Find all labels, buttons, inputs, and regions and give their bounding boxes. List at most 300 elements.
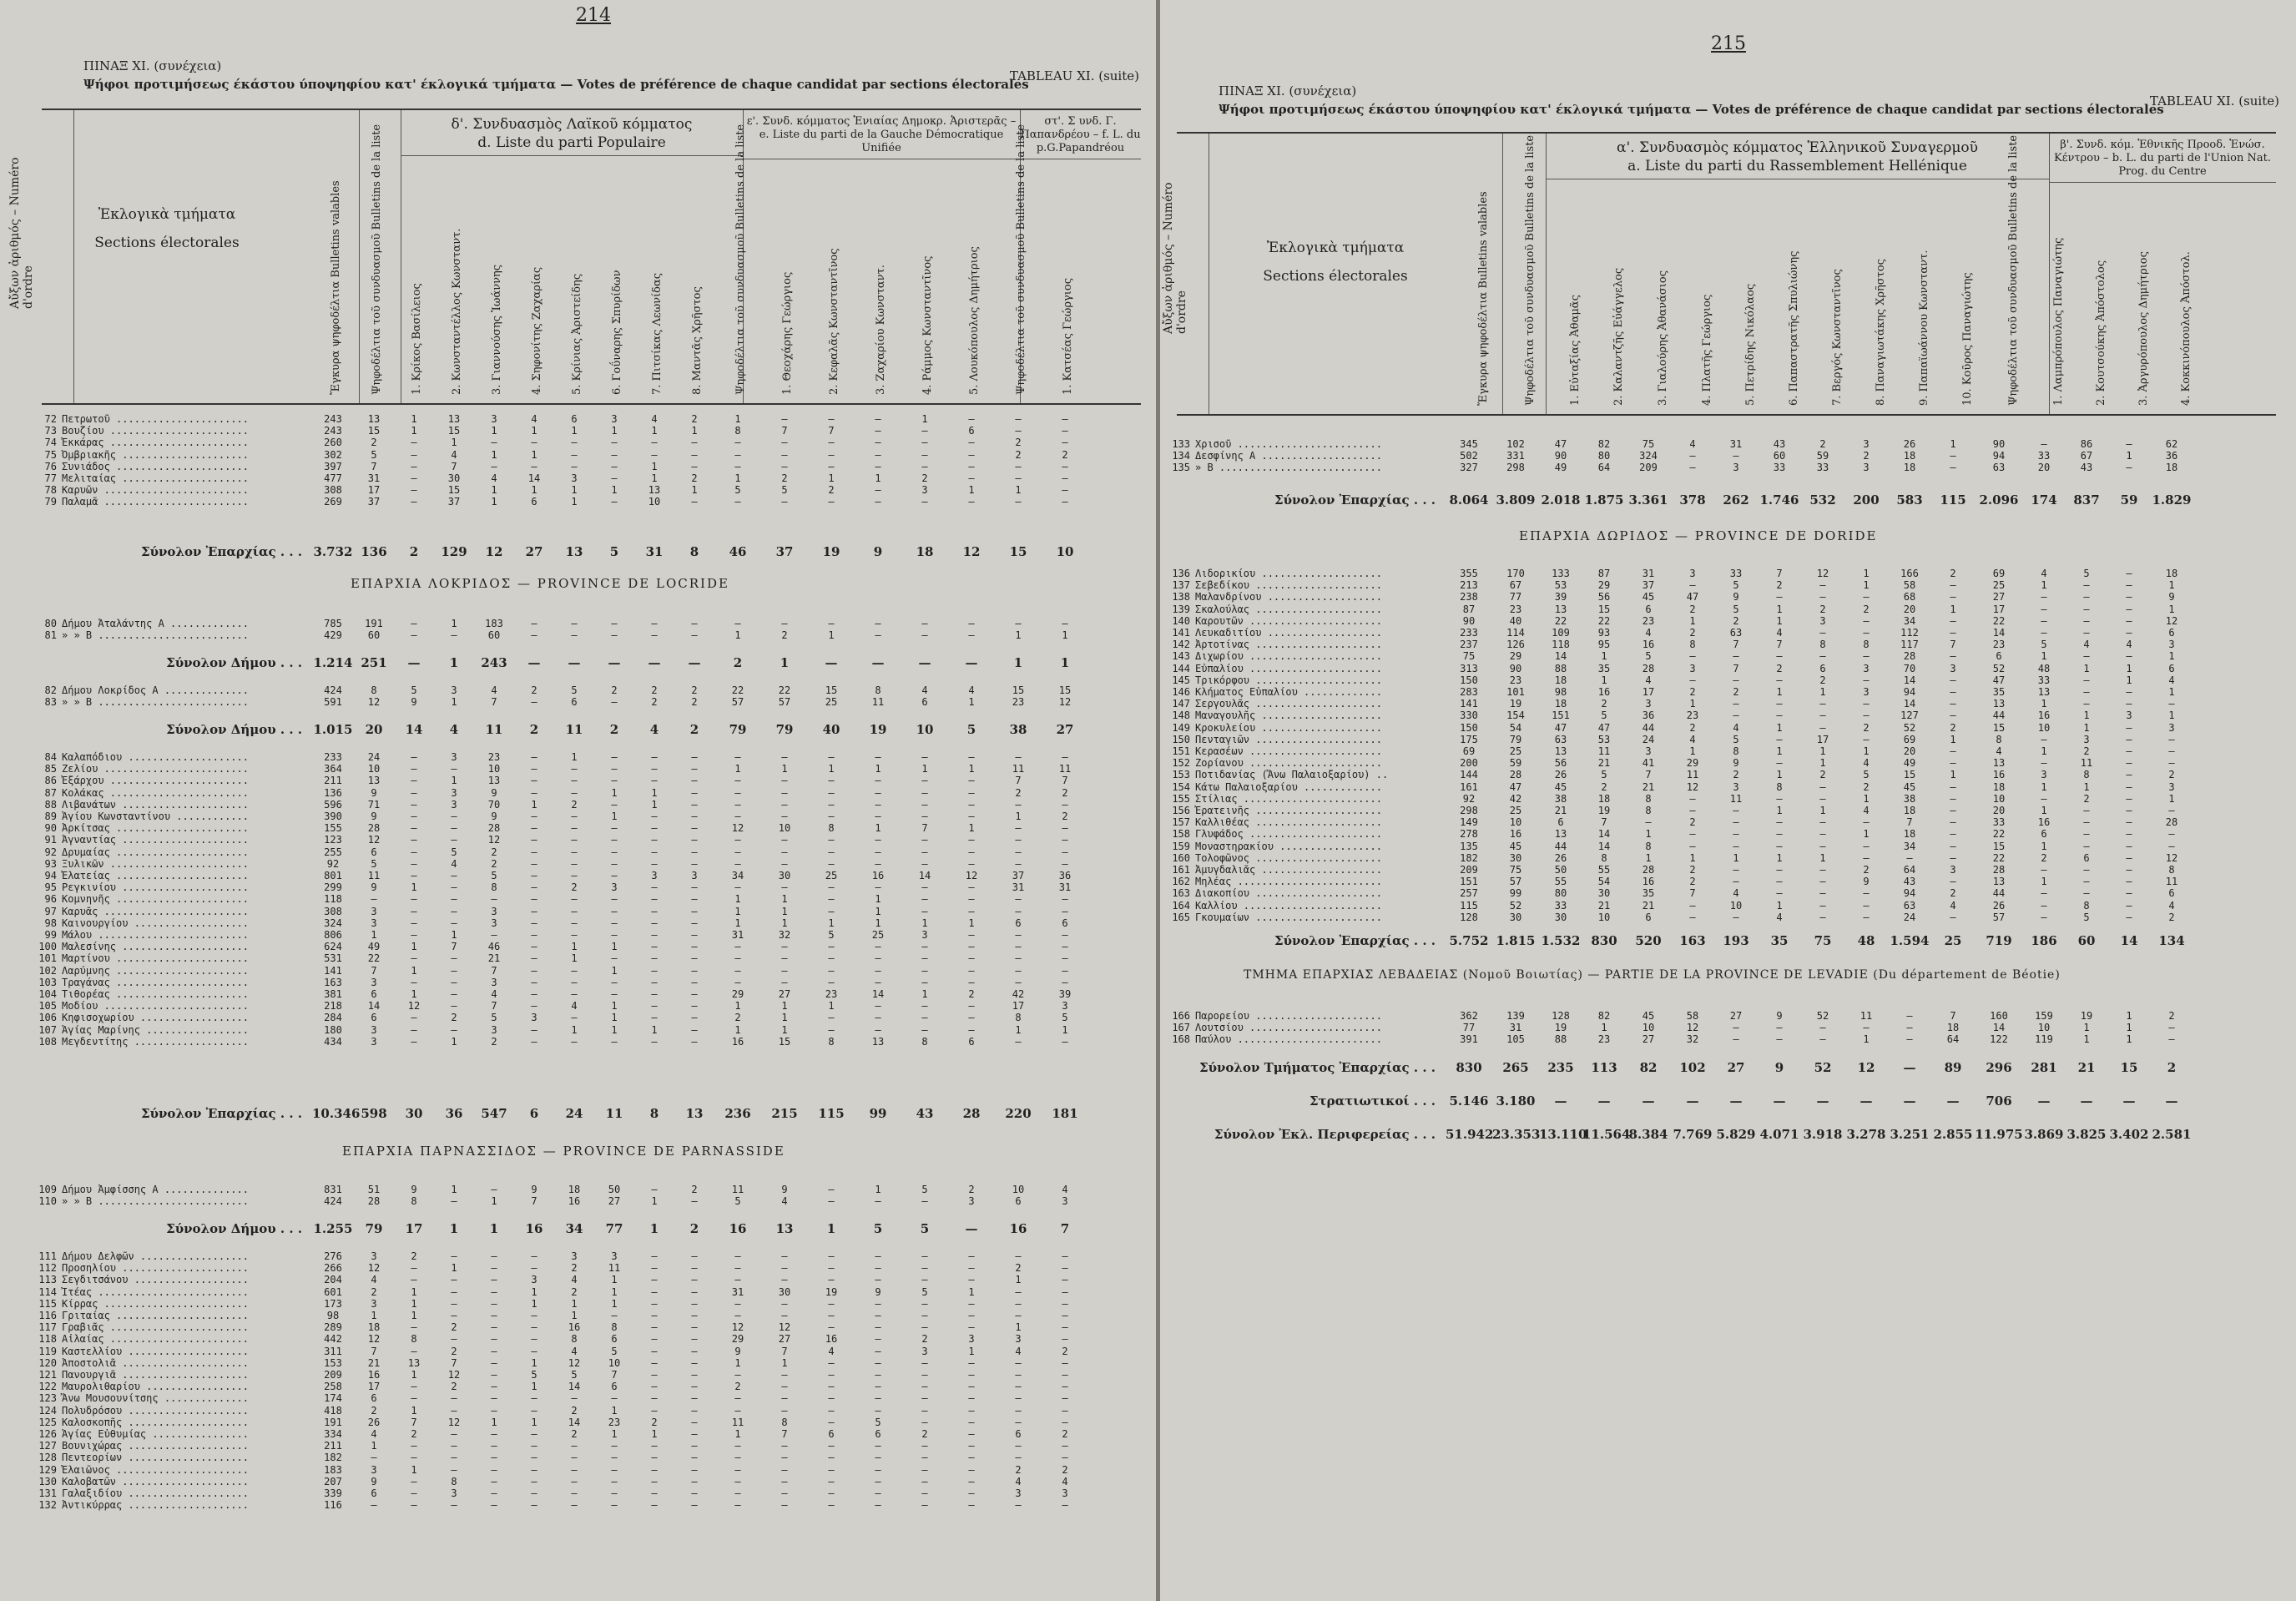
total-label: Σύνολον Ἐπαρχίας . . . <box>1274 933 1436 948</box>
section-name: Γραβιᾶς ....................... <box>62 1321 249 1334</box>
table-cell: — <box>411 1499 417 1512</box>
table-cell: 1 <box>651 1023 658 1036</box>
column-header: 6. Γοΰναρης Σπυρίδων <box>611 270 623 395</box>
table-cell: 23 <box>608 1416 621 1428</box>
table-cell: 5 <box>411 684 417 696</box>
section-name: Κερασέων ...................... <box>1195 745 1382 758</box>
table-cell: 9 <box>1733 591 1739 604</box>
table-cell: 6 <box>1645 911 1652 923</box>
row-number: 133 <box>1172 438 1190 450</box>
table-cell: 33 <box>1773 462 1786 474</box>
table-cell: 5 <box>491 1012 497 1024</box>
table-cell: 1 <box>1776 686 1783 699</box>
table-cell: 5 <box>1601 769 1607 781</box>
total-cell: 186 <box>2031 933 2057 948</box>
table-cell: 80 <box>1597 450 1611 462</box>
table-cell: 442 <box>324 1333 342 1346</box>
table-row <box>33 1262 1088 1274</box>
column-header: 4. Πλατῆς Γεώργιος <box>1701 294 1713 406</box>
table-cell: — <box>531 1321 537 1334</box>
table-cell: — <box>1015 413 1022 425</box>
column-header: Ἔγκυρα ψηφοδέλτια Bulletins valables <box>1477 191 1490 406</box>
group-header-populaire: δ'. Συνδυασμὸς Λαϊκοῦ κόμματος d. Liste du parti Populaire <box>401 115 743 156</box>
table-cell: — <box>1062 929 1068 942</box>
section-name: Ἐκκάρας ....................... <box>62 437 249 449</box>
total-cell: 35 <box>1770 933 1789 948</box>
table-cell: 1 <box>531 425 537 437</box>
table-cell: 1 <box>411 988 417 1001</box>
total-cell: 1 <box>649 1221 659 1236</box>
table-cell: 1 <box>611 425 618 437</box>
table-cell: — <box>411 1035 417 1048</box>
table-cell: — <box>651 1035 658 1048</box>
table-cell: 1 <box>875 472 881 485</box>
total-cell: — <box>965 1221 978 1236</box>
table-cell: — <box>691 1195 698 1208</box>
table-cell: 53 <box>1554 579 1567 592</box>
total-cell: 30 <box>405 1106 423 1121</box>
table-cell: — <box>1733 1022 1739 1034</box>
total-cell: — <box>648 655 661 670</box>
table-cell: — <box>1733 1033 1739 1046</box>
table-cell: — <box>611 1499 618 1512</box>
table-cell: — <box>651 1345 658 1357</box>
table-row <box>1167 912 2193 923</box>
table-cell: — <box>1062 941 1068 953</box>
table-cell: — <box>734 1463 741 1476</box>
table-cell: 6 <box>2041 828 2047 841</box>
table-cell: — <box>1950 462 1956 474</box>
table-cell: 7 <box>781 1345 788 1357</box>
table-cell: — <box>411 460 417 472</box>
table-cell: 3 <box>921 484 928 497</box>
table-cell: 14 <box>1597 840 1611 852</box>
table-cell: — <box>921 1274 928 1286</box>
table-cell: 11 <box>1012 763 1025 775</box>
table-cell: — <box>691 763 698 775</box>
table-cell: — <box>491 1345 497 1357</box>
table-cell: 1 <box>491 425 497 437</box>
table-cell: — <box>828 786 835 799</box>
section-name: Εὐπαλίου ...................... <box>1195 662 1382 674</box>
header-title: ΠΙΝΑΞ XI. (συνέχεια) <box>1219 83 1357 98</box>
table-cell: 13 <box>648 484 661 497</box>
table-cell: 11 <box>1729 792 1743 805</box>
table-cell: 28 <box>367 1195 381 1208</box>
table-cell: 1 <box>1015 484 1022 497</box>
row-number: 128 <box>38 1452 57 1464</box>
table-cell: 2 <box>491 857 497 870</box>
section-name: Ἐλαιῶνος ...................... <box>62 1463 249 1476</box>
table-cell: 23 <box>487 751 501 763</box>
table-cell: 1 <box>2168 686 2175 699</box>
table-cell: 67 <box>1509 579 1522 592</box>
total-cell: 27 <box>1727 1060 1745 1075</box>
total-cell: 23.353 <box>1492 1127 1541 1142</box>
total-cell: 1 <box>1060 655 1070 670</box>
table-row <box>1167 615 2193 627</box>
table-cell: 5 <box>1733 733 1739 745</box>
table-cell: — <box>1863 710 1870 722</box>
table-row <box>33 917 1088 929</box>
total-cell: 1 <box>449 655 459 670</box>
table-cell: 16 <box>568 1195 581 1208</box>
table-cell: 1 <box>1950 733 1956 745</box>
table-cell: — <box>2126 721 2132 734</box>
table-cell: 7 <box>1950 639 1956 651</box>
table-cell: 105 <box>1506 1033 1525 1046</box>
table-cell: — <box>734 775 741 787</box>
table-cell: 364 <box>324 763 342 775</box>
table-cell: 16 <box>871 870 885 882</box>
table-cell: — <box>651 763 658 775</box>
table-cell: — <box>734 786 741 799</box>
table-cell: 1 <box>611 1023 618 1036</box>
table-cell: 1 <box>734 413 741 425</box>
table-cell: 308 <box>324 484 342 497</box>
table-cell: 1 <box>451 618 457 629</box>
table-cell: 1 <box>1863 792 1870 805</box>
table-cell: 2 <box>1863 864 1870 876</box>
table-row <box>33 906 1088 917</box>
table-cell: — <box>2041 864 2047 876</box>
table-cell: — <box>1950 851 1956 864</box>
table-cell: 2 <box>1733 614 1739 627</box>
table-row <box>33 763 1088 775</box>
table-cell: — <box>691 1369 698 1381</box>
table-cell: — <box>734 496 741 508</box>
table-cell: — <box>691 1310 698 1322</box>
table-cell: — <box>451 1404 457 1417</box>
table-cell: — <box>734 751 741 763</box>
table-cell: — <box>2083 674 2090 686</box>
table-cell: 23 <box>1509 674 1522 686</box>
table-cell: 4 <box>371 1274 377 1286</box>
table-cell: — <box>1062 857 1068 870</box>
table-cell: 9 <box>371 881 377 894</box>
table-cell: 10 <box>1642 1022 1655 1034</box>
total-label: Σύνολον Ἐπαρχίας . . . <box>141 1106 302 1121</box>
table-cell: — <box>531 1475 537 1487</box>
total-cell: 3.180 <box>1496 1093 1536 1109</box>
table-cell: — <box>2041 627 2047 639</box>
table-cell: 2 <box>734 1012 741 1024</box>
table-row <box>33 618 1088 629</box>
table-cell: 434 <box>324 1035 342 1048</box>
table-cell: 8 <box>1015 1012 1022 1024</box>
table-cell: 170 <box>1506 568 1525 579</box>
table-cell: — <box>828 1404 835 1417</box>
table-cell: — <box>1062 952 1068 965</box>
table-cell: — <box>451 1000 457 1013</box>
section-name: Δήμου Ἀμφίσσης Α .............. <box>62 1184 249 1195</box>
total-label: Σύνολον Ἐπαρχίας . . . <box>1274 492 1436 508</box>
table-cell: — <box>968 1369 975 1381</box>
table-cell: — <box>651 952 658 965</box>
table-cell: — <box>651 629 658 642</box>
table-cell: 209 <box>324 1369 342 1381</box>
table-cell: 12 <box>1816 568 1829 579</box>
table-cell: — <box>781 460 788 472</box>
section-name: Ἐλατείας ...................... <box>62 870 249 882</box>
table-cell: — <box>781 834 788 846</box>
table-cell: 1 <box>691 484 698 497</box>
table-cell: — <box>451 629 457 642</box>
table-cell: 3 <box>571 472 578 485</box>
table-cell: 4 <box>828 1345 835 1357</box>
table-cell: 6 <box>371 1487 377 1500</box>
table-cell: 37 <box>367 496 381 508</box>
table-cell: 1 <box>451 1262 457 1275</box>
table-cell: — <box>968 1297 975 1310</box>
table-cell: — <box>781 1297 788 1310</box>
table-cell: 101 <box>1506 686 1525 699</box>
table-cell: — <box>828 1250 835 1262</box>
table-cell: — <box>691 1345 698 1357</box>
table-cell: 77 <box>1462 1022 1476 1034</box>
table-cell: 182 <box>324 1452 342 1464</box>
table-cell: — <box>1863 674 1870 686</box>
table-cell: 1 <box>651 425 658 437</box>
table-cell: 1 <box>875 763 881 775</box>
total-cell: 4 <box>649 722 659 737</box>
table-cell: — <box>968 751 975 763</box>
table-row <box>33 977 1088 988</box>
table-cell: 151 <box>1552 710 1570 722</box>
total-cell: 830 <box>1591 933 1617 948</box>
table-row <box>1167 462 2193 473</box>
table-cell: — <box>651 893 658 906</box>
table-cell: 28 <box>1903 650 1916 663</box>
table-row <box>1167 769 2193 780</box>
table-cell: — <box>875 798 881 811</box>
table-cell: — <box>875 1499 881 1512</box>
table-cell: 331 <box>1506 450 1525 462</box>
table-cell: 116 <box>324 1499 342 1512</box>
table-cell: — <box>1689 792 1696 805</box>
table-cell: — <box>875 1475 881 1487</box>
table-row <box>1167 698 2193 710</box>
table-cell: — <box>828 448 835 461</box>
section-name: Μάλου ......................... <box>62 929 249 942</box>
table-cell: 1 <box>1015 1274 1022 1286</box>
table-cell: 25 <box>825 870 838 882</box>
total-cell: 220 <box>1005 1106 1032 1121</box>
table-cell: — <box>1819 899 1826 912</box>
table-cell: — <box>1015 1285 1022 1298</box>
table-cell: 52 <box>1816 1010 1829 1022</box>
table-cell: 25 <box>871 929 885 942</box>
table-cell: 7 <box>781 425 788 437</box>
table-row <box>33 1012 1088 1023</box>
table-cell: 10 <box>2037 721 2051 734</box>
table-cell: 7 <box>1601 816 1607 829</box>
table-cell: 1 <box>2126 674 2132 686</box>
table-cell: — <box>921 629 928 642</box>
table-cell: 1 <box>921 917 928 929</box>
table-cell: 17 <box>1642 686 1655 699</box>
table-cell: — <box>531 834 537 846</box>
table-cell: — <box>968 811 975 823</box>
total-cell: 18 <box>916 544 934 559</box>
table-cell: — <box>571 763 578 775</box>
total-cell: 4.071 <box>1759 1127 1799 1142</box>
table-cell: — <box>411 798 417 811</box>
table-cell: — <box>651 1297 658 1310</box>
table-cell: — <box>531 763 537 775</box>
table-cell: 2 <box>651 1416 658 1428</box>
table-cell: 13 <box>367 775 381 787</box>
table-cell: 1 <box>968 917 975 929</box>
column-header: 2. Κωνσταντέλλος Κωνσταντ. <box>451 228 463 395</box>
table-cell: — <box>1950 911 1956 923</box>
table-cell: — <box>921 1023 928 1036</box>
table-cell: 45 <box>1554 780 1567 793</box>
table-cell: — <box>734 857 741 870</box>
table-cell: — <box>451 1023 457 1036</box>
table-cell: 7 <box>1645 769 1652 781</box>
table-row <box>1167 663 2193 674</box>
table-cell: 18 <box>2165 568 2178 579</box>
total-cell: 830 <box>1456 1060 1482 1075</box>
row-number: 159 <box>1172 840 1190 852</box>
table-cell: — <box>828 460 835 472</box>
table-cell: — <box>1015 893 1022 906</box>
table-cell: — <box>921 834 928 846</box>
military-total-row <box>1167 1093 2193 1109</box>
table-cell: 806 <box>324 929 342 942</box>
table-cell: — <box>921 448 928 461</box>
table-cell: — <box>968 472 975 485</box>
table-cell: 2 <box>1863 721 1870 734</box>
table-cell: — <box>1950 745 1956 758</box>
table-cell: — <box>1062 1392 1068 1405</box>
table-cell: — <box>411 846 417 858</box>
total-label: Στρατιωτικοί . . . <box>1309 1093 1436 1109</box>
total-cell: 1 <box>449 1221 459 1236</box>
table-cell: 18 <box>1992 780 2006 793</box>
table-cell: 18 <box>1903 450 1916 462</box>
table-cell: 27 <box>1992 591 2006 604</box>
table-cell: — <box>1950 828 1956 841</box>
table-cell: — <box>691 1262 698 1275</box>
table-cell: — <box>781 976 788 988</box>
table-cell: — <box>1819 887 1826 900</box>
table-cell: 211 <box>324 775 342 787</box>
table-cell: 1 <box>1776 745 1783 758</box>
table-cell: — <box>1950 627 1956 639</box>
table-cell: 255 <box>324 846 342 858</box>
table-row <box>1167 876 2193 887</box>
table-cell: 75 <box>1462 650 1476 663</box>
table-cell: — <box>1776 757 1783 770</box>
table-cell: — <box>1062 618 1068 629</box>
section-name: Λουτσίου ...................... <box>1195 1022 1382 1034</box>
column-header: Ψηφοδέλτια τοῦ συνδυασμοῦ Bulletins de la liste <box>2007 134 2020 406</box>
table-cell: 99 <box>1509 887 1522 900</box>
table-cell: — <box>451 1392 457 1405</box>
table-cell: 90 <box>1992 438 2006 450</box>
table-row <box>33 1369 1088 1381</box>
table-cell: 4 <box>1863 757 1870 770</box>
table-cell: 23 <box>1509 603 1522 615</box>
total-cell: 24 <box>565 1106 583 1121</box>
table-cell: 2 <box>571 1285 578 1298</box>
table-cell: 5 <box>734 484 741 497</box>
total-cell: 200 <box>1853 492 1880 508</box>
table-cell: 118 <box>324 893 342 906</box>
total-cell: 5 <box>966 722 976 737</box>
table-cell: — <box>571 870 578 882</box>
table-cell: 19 <box>1554 1022 1567 1034</box>
table-cell: — <box>921 1475 928 1487</box>
table-cell: — <box>611 976 618 988</box>
table-cell: — <box>2126 851 2132 864</box>
total-cell: 14 <box>405 722 423 737</box>
table-cell: — <box>1950 686 1956 699</box>
section-name: Ἀρκίτσας ...................... <box>62 822 249 835</box>
section-name: Ζορίανου ...................... <box>1195 757 1382 770</box>
table-cell: 10 <box>778 822 791 835</box>
table-cell: 12 <box>447 1369 461 1381</box>
table-cell: — <box>411 917 417 929</box>
column-header: 4. Κοκκινόπουλος Ἀπόστολ. <box>2180 251 2193 406</box>
section-name: Στίλιας ....................... <box>1195 792 1382 805</box>
table-cell: 1 <box>1819 745 1826 758</box>
table-cell: — <box>968 1428 975 1441</box>
table-cell: — <box>781 1487 788 1500</box>
table-cell: — <box>1950 805 1956 817</box>
table-cell: 9 <box>411 696 417 709</box>
section-name: Ἀγναντίας ..................... <box>62 834 249 846</box>
table-cell: 1 <box>1950 438 1956 450</box>
table-row <box>33 1417 1088 1428</box>
table-cell: 22 <box>367 952 381 965</box>
table-cell: 2 <box>968 1184 975 1195</box>
table-cell: 28 <box>2165 816 2178 829</box>
table-cell: 1 <box>1776 851 1783 864</box>
section-name: Κίρρας ........................ <box>62 1297 249 1310</box>
table-cell: — <box>651 1184 658 1195</box>
table-cell: 7 <box>1733 639 1739 651</box>
table-cell: — <box>611 1440 618 1452</box>
row-number: 157 <box>1172 816 1190 829</box>
table-cell: — <box>921 1452 928 1464</box>
table-row <box>1167 710 2193 721</box>
table-cell: 1 <box>734 905 741 917</box>
table-cell: — <box>781 798 788 811</box>
row-number: 167 <box>1172 1022 1190 1034</box>
table-cell: 63 <box>1729 627 1743 639</box>
total-cell: 236 <box>724 1106 751 1121</box>
table-cell: 5 <box>2083 911 2090 923</box>
table-cell: 27 <box>778 1333 791 1346</box>
table-cell: — <box>921 1499 928 1512</box>
table-cell: 4 <box>1776 911 1783 923</box>
table-cell: — <box>734 448 741 461</box>
table-cell: 5 <box>1601 710 1607 722</box>
table-cell: 2 <box>1950 568 1956 579</box>
table-cell: — <box>1062 976 1068 988</box>
table-cell: — <box>611 696 618 709</box>
table-cell: 54 <box>1509 721 1522 734</box>
table-row <box>1167 793 2193 805</box>
table-cell: — <box>968 413 975 425</box>
table-cell: — <box>691 834 698 846</box>
table-cell: — <box>1906 1033 1913 1046</box>
table-cell: 22 <box>731 684 744 696</box>
table-row <box>33 787 1088 799</box>
